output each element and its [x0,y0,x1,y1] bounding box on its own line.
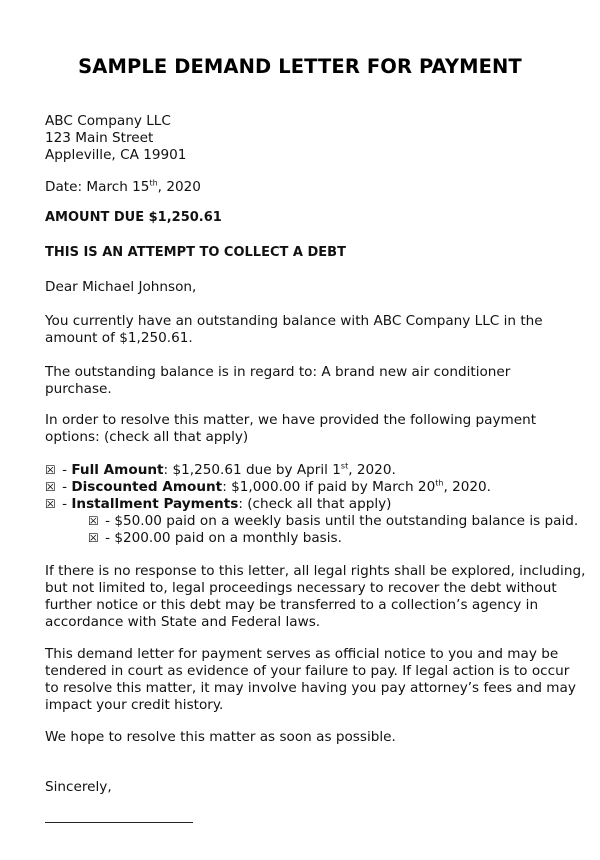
option-full-label: Full Amount [71,462,164,478]
option-sep: - [57,496,72,512]
amount-due: AMOUNT DUE $1,250.61 [45,210,222,225]
date-suffix-sup: th [149,178,158,188]
para5-line4: impact your credit history. [45,697,224,713]
letter-title: SAMPLE DEMAND LETTER FOR PAYMENT [78,55,522,78]
checkbox-checked-icon: ☒ [88,514,99,528]
para5-line3: to resolve this matter, it may involve having you pay attorney’s fees and may [45,680,576,696]
para2-line1: The outstanding balance is in regard to: A brand new air conditioner [45,364,511,380]
para4-line3: further notice or this debt may be transferred to a collection’s agency in [45,597,539,613]
sender-company: ABC Company LLC [45,113,171,129]
checkbox-checked-icon: ☒ [45,463,56,477]
checkbox-checked-icon: ☒ [45,497,56,511]
para1-line2: amount of $1,250.61. [45,330,193,346]
para1-line1: You currently have an outstanding balance with ABC Company LLC in the [45,313,543,329]
option-discounted-text: : $1,000.00 if paid by March 20 [222,479,436,495]
salutation: Dear Michael Johnson, [45,279,197,295]
letter-date [45,177,201,197]
para3-line2: options: (check all that apply) [45,429,249,445]
option-full-sup: st [340,461,349,471]
option-discounted-sup: th [435,478,444,488]
option-sep: - [57,462,72,478]
checkbox-checked-icon: ☒ [88,531,99,545]
option-installment-label: Installment Payments [71,496,239,512]
option-full-year: , 2020. [348,462,396,478]
date-text: Date: March 15 [45,179,150,195]
option-monthly-text: - $200.00 paid on a monthly basis. [100,530,342,546]
signature-line [45,822,193,823]
para6: We hope to resolve this matter as soon as possible. [45,729,396,745]
sender-city: Appleville, CA 19901 [45,147,187,163]
para5-line1: This demand letter for payment serves as official notice to you and may be [45,646,559,662]
closing: Sincerely, [45,779,112,795]
option-sep: - [57,479,72,495]
para5-line2: tendered in court as evidence of your failure to pay. If legal action is to occur [45,663,570,679]
para3-line1: In order to resolve this matter, we have provided the following payment [45,412,537,428]
checkbox-checked-icon: ☒ [45,480,56,494]
date-year: , 2020 [157,179,201,195]
option-discounted-year: , 2020. [443,479,491,495]
debt-notice: THIS IS AN ATTEMPT TO COLLECT A DEBT [45,245,346,260]
para4-line1: If there is no response to this letter, all legal rights shall be explored, including, [45,563,586,579]
option-weekly-text: - $50.00 paid on a weekly basis until the outstanding balance is paid. [100,513,579,529]
para4-line4: accordance with State and Federal laws. [45,614,321,630]
para4-line2: but not limited to, legal proceedings necessary to recover the debt without [45,580,557,596]
option-full-text: : $1,250.61 due by April 1 [163,462,341,478]
para2-line2: purchase. [45,381,112,397]
option-monthly [88,528,342,548]
option-discounted-label: Discounted Amount [71,479,223,495]
option-installment-text: : (check all that apply) [238,496,392,512]
sender-street: 123 Main Street [45,130,154,146]
